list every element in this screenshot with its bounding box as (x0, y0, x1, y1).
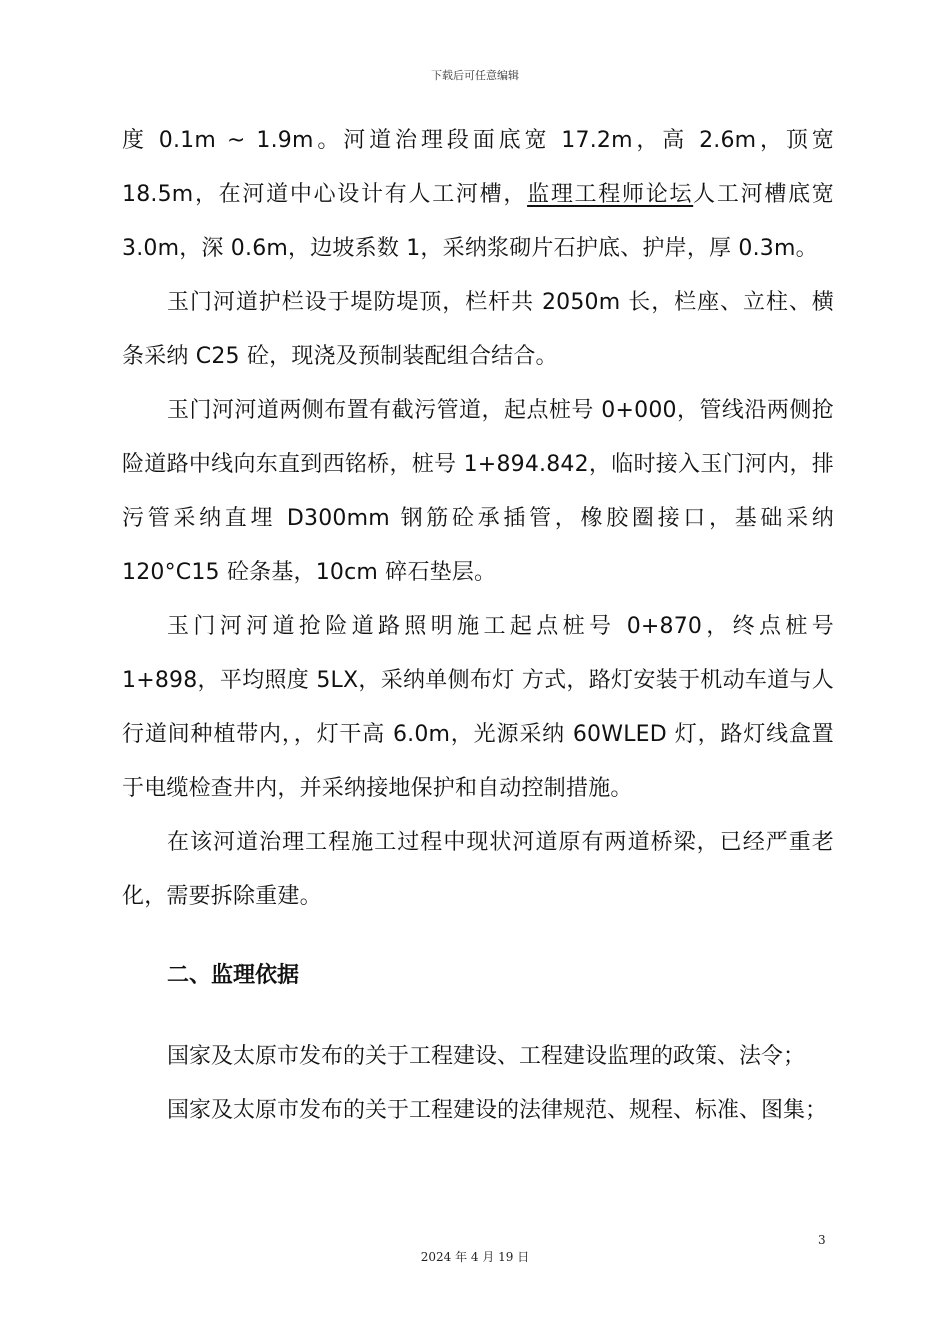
list-item: 国家及太原市发布的关于工程建设的法律规范、规程、标准、图集； (167, 1098, 828, 1123)
paragraph-bridges: 在该河道治理工程施工过程中现状河道原有两道桥梁，已经严重老化，需要拆除重建。 (122, 830, 834, 909)
paragraph-sewage-pipeline: 玉门河河道两侧布置有截污管道，起点桩号 0+000，管线沿两侧抢险道路中线向东直到西铭桥，桩号 1+894.842，临时接入玉门河内，排污管采纳直埋 D300mm 钢筋砼承插管，橡胶圈接口，基础采纳 120°C15 砼条基，10cm 碎石垫层。 (122, 398, 834, 585)
list-item: 国家及太原市发布的关于工程建设、工程建设监理的政策、法令； (167, 1044, 806, 1069)
page-header: 下载后可任意编辑 (431, 69, 519, 82)
section-basis-list (122, 1030, 834, 1138)
paragraph-river-section (122, 114, 834, 276)
forum-link[interactable]: 监理工程师论坛 (527, 182, 694, 207)
section-heading: 二、监理依据 (167, 963, 300, 988)
page-footer-date: 2024 年 4 月 19 日 (420, 1250, 530, 1264)
paragraph-text: 度 0.1m ~ 1.9m。河道治理段面底宽 17.2m，高 2.6m，顶宽 18.5m，在河道中心设计有人工河槽， (122, 128, 834, 207)
paragraph-road-lighting: 玉门河河道抢险道路照明施工起点桩号 0+870，终点桩号 1+898，平均照度 5LX，采纳单侧布灯 方式，路灯安装于机动车道与人行道间种植带内，，灯干高 6.0m，光源采纳 60WLED 灯，路灯线盒置于电缆检查井内，并采纳接地保护和自动控制措施。 (122, 614, 834, 801)
page-number: 3 (818, 1233, 826, 1247)
paragraph-text: 人工河槽底宽 3.0m，深 0.6m，边坡系数 1，采纳浆砌片石护底、护岸，厚 0.3m。 (122, 182, 834, 261)
paragraph-guardrail: 玉门河道护栏设于堤防堤顶，栏杆共 2050m 长，栏座、立柱、横条采纳 C25 砼，现浇及预制装配组合结合。 (122, 290, 834, 369)
body-text (122, 114, 834, 924)
